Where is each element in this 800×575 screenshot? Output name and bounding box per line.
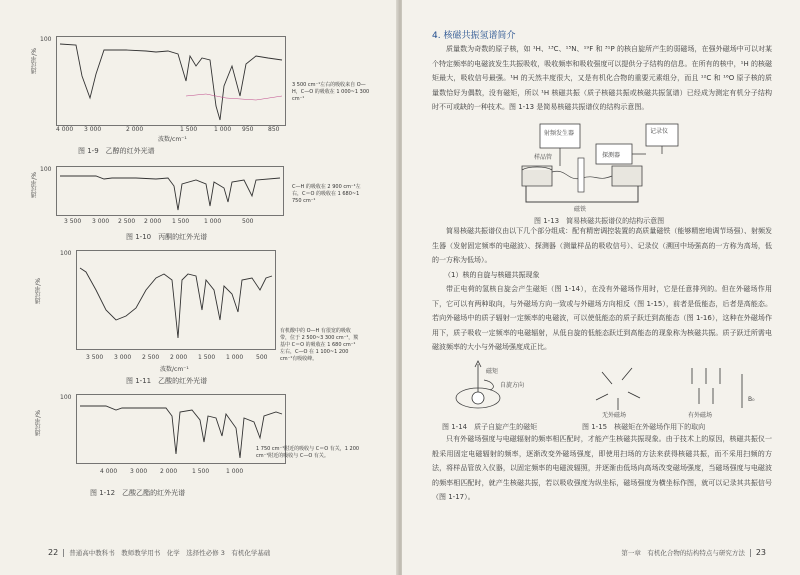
label-magnetic-moment: 磁矩: [486, 368, 499, 375]
ir-spectrum-acetic-acid: [30, 248, 390, 388]
x-tick: 500: [256, 354, 268, 361]
left-footer: [48, 548, 270, 557]
label-detector: 探测器: [602, 152, 621, 159]
nmr-spectrometer-diagram: [512, 122, 722, 227]
y-top-tick: 100: [40, 166, 52, 173]
x-tick: 850: [268, 126, 280, 133]
figure-note: 1 750 cm⁻¹附近的吸收与 C＝O 有关，1 200 cm⁻¹附近的吸收与 C—O 有关。: [256, 446, 360, 459]
ir-spectrum-ethanol: [30, 30, 390, 155]
x-tick: 2 000: [170, 354, 188, 361]
x-tick: 1 000: [214, 126, 232, 133]
proton-spin-diagram: [442, 358, 562, 431]
spectrum-plot: [76, 394, 286, 464]
x-tick: 3 500: [64, 218, 82, 225]
ir-spectrum-acetone: [30, 162, 390, 247]
x-tick: 500: [242, 218, 254, 225]
y-top-tick: 100: [40, 36, 52, 43]
x-tick: 1 000: [204, 218, 222, 225]
diagram-drawing: [512, 122, 712, 212]
x-tick: 2 500: [118, 218, 136, 225]
x-tick: 1 500: [192, 468, 210, 475]
y-top-tick: 100: [60, 394, 72, 401]
paragraph-1: 质量数为奇数的原子核，如 ¹H、¹³C、¹⁵N、¹⁹F 和 ³¹P 的核自旋所产生的弱磁场，在强外磁场中可以对某个特定频率的电磁波发生共振吸收，吸收频率和吸收强度可以提供分子结构的信息。在所有的核中，¹H 的核磁矩最大，吸收信号最强。¹H 的天然丰度很大，又是有机化合物的重要元素组分，而且 ¹²C 和 ¹⁶O 原子核的质量数恰好为偶数，没有磁矩，所以 ¹H 核磁共振（质子核磁共振或核磁共振氢谱）已经成为测定有机分子结构时不可或缺的一种技术。图 1-13 是简易核磁共振谱仪的结构示意图。: [432, 45, 772, 112]
moment-orientation-diagram: [582, 354, 782, 432]
page-number: 23: [755, 548, 766, 557]
x-tick: 3 000: [84, 126, 102, 133]
subheading-1: （1）核的自旋与核磁共振现象: [444, 271, 540, 279]
right-page: [402, 0, 800, 575]
x-tick: 3 000: [130, 468, 148, 475]
x-tick: 3 500: [86, 354, 104, 361]
footer-text: 第一章 有机化合物的结构特点与研究方法: [621, 549, 745, 557]
section-title: 4. 核磁共振氢谱简介: [432, 31, 516, 41]
paragraph-3: 带正电荷的氢核自旋会产生磁矩（图 1-14），在没有外磁场作用时，它是任意排列的。但在外磁场作用下，它可以有两种取向，与外磁场方向一致或与外磁场方向相反（图 1-15），前者是低能态，后者是高能态。若向外磁场中的质子辐射一定频率的电磁波，可以使低能态的质子跃迁到高能态（图 1-16），这种在外磁场作用下，质子吸收一定频率的电磁辐射，从低自旋的低能态跃迁到高能态的现象称为核磁共振。质子跃迁所需电磁波频率的大小与外磁场强度成正比。: [432, 285, 772, 352]
diagram-drawing: [582, 354, 782, 414]
figure-caption: 图 1-15 核磁矩在外磁场作用下的取向: [582, 423, 706, 431]
x-tick: 1 000: [226, 354, 244, 361]
paragraph-2: 简易核磁共振谱仪由以下几个部分组成：配有精密调控装置的高质量磁铁（能够精密地调节场强）、射频发生器（发射固定频率的电磁波）、探测器（测量样品的吸收信号）、记录仪（溯回中场强高的一方称为高场，低的一方称为低场）。: [432, 227, 772, 265]
paragraph-4: 只有外磁场强度与电磁辐射的频率相匹配时，才能产生核磁共振现象。由于技术上的原因，核磁共振仪一般采用固定电磁辐射的频率，逐渐改变外磁场强度，即使用扫场的方法来获得核磁共振，而不采用扫频的方法，将样品管放入仪器，以固定频率的电磁波辐照，并逐渐由低场向高场改变磁场强度，当磁场强度与电磁波的频率相匹配时，就产生核磁共振，若以吸收强度为纵坐标，磁场强度为横坐标作图，就可以记录其共振信号（图 1-17）。: [432, 435, 772, 502]
y-axis-label: 透过率/%: [31, 48, 38, 74]
x-tick: 1 500: [198, 354, 216, 361]
label-no-field: 无外磁场: [602, 412, 627, 419]
ir-spectrum-ethyl-acetate: [30, 390, 390, 505]
figure-caption: 图 1-11 乙酸的红外光谱: [126, 377, 208, 385]
label-magnet: 磁铁: [574, 206, 587, 213]
x-tick: 1 500: [180, 126, 198, 133]
y-axis-label: 透过率/%: [35, 278, 42, 304]
label-b0: B₀: [748, 396, 755, 403]
x-tick: 2 500: [142, 354, 160, 361]
label-transmitter: 射频发生器: [544, 130, 575, 137]
label-sample-tube: 样品管: [534, 154, 553, 161]
x-tick: 2 000: [144, 218, 162, 225]
y-top-tick: 100: [60, 250, 72, 257]
page-number: 22: [48, 548, 59, 557]
figure-note: 有机酸中的 O—H 有很宽的吸收带，位于 2 500~3 300 cm⁻¹，羰基中 C＝O 的吸收在 1 680 cm⁻¹左右，C—O 在 1 100~1 200 cm⁻¹有吸收峰。: [280, 328, 359, 362]
footer-divider: [750, 549, 751, 557]
x-tick: 1 500: [172, 218, 190, 225]
figure-note: C—H 的吸收在 2 900 cm⁻¹左右，C＝O 的吸收在 1 680~1 750 cm⁻¹: [292, 184, 361, 204]
x-tick: 3 000: [92, 218, 110, 225]
x-tick: 1 000: [226, 468, 244, 475]
x-tick: 3 000: [114, 354, 132, 361]
spectrum-plot: [56, 166, 284, 216]
figure-caption: 图 1-14 质子自旋产生的磁矩: [442, 423, 538, 431]
figure-note: 3 500 cm⁻¹左右的吸收来自 O—H，C—O 的吸收在 1 000~1 300 cm⁻¹: [292, 82, 370, 102]
x-tick: 950: [242, 126, 254, 133]
figure-caption: 图 1-12 乙酸乙酯的红外光谱: [90, 489, 186, 497]
figure-caption: 图 1-10 丙酮的红外光谱: [126, 233, 208, 241]
right-footer: [621, 548, 766, 557]
x-tick: 2 000: [160, 468, 178, 475]
label-with-field: 有外磁场: [688, 412, 713, 419]
x-axis-label: 波数/cm⁻¹: [160, 366, 189, 373]
left-page: [0, 0, 398, 575]
x-tick: 4 000: [100, 468, 118, 475]
spectrum-plot: [56, 36, 286, 126]
figure-caption: 图 1-13 简易核磁共振谱仪的结构示意图: [534, 217, 665, 225]
figure-caption: 图 1-9 乙醇的红外光谱: [78, 147, 155, 155]
x-tick: 4 000: [56, 126, 74, 133]
y-axis-label: 透过率/%: [31, 172, 38, 198]
x-tick: 2 000: [126, 126, 144, 133]
label-recorder: 记录仪: [650, 128, 669, 135]
y-axis-label: 透过率/%: [35, 410, 42, 436]
footer-divider: [63, 549, 64, 557]
x-axis-label: 波数/cm⁻¹: [158, 136, 187, 143]
footer-text: 普通高中教科书 教师教学用书 化学 选择性必修 3 有机化学基础: [69, 549, 271, 557]
label-spin-direction: 自旋方向: [500, 382, 525, 389]
spectrum-plot: [76, 250, 276, 350]
